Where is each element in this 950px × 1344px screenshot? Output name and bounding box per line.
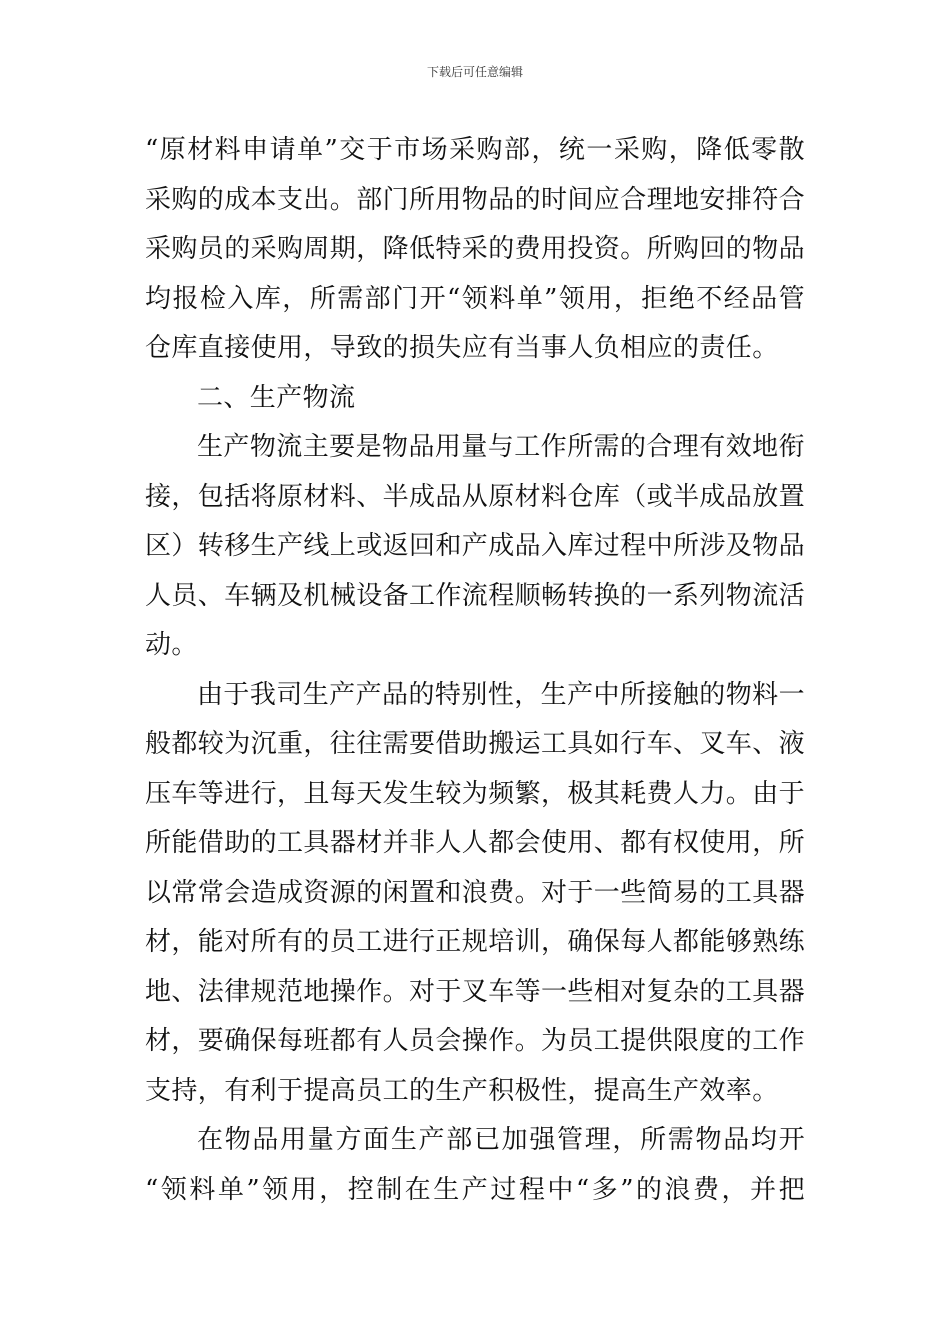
paragraph-line: 所能借助的工具器材并非人人都会使用、都有权使用，所 (145, 828, 806, 858)
paragraph-line: 在物品用量方面生产部已加强管理，所需物品均开 (197, 1125, 805, 1155)
paragraph-line: 人员、车辆及机械设备工作流程顺畅转换的一系列物流活 (145, 580, 806, 611)
paragraph-line: 采购员的采购周期，降低特采的费用投资。所购回的物品 (145, 234, 806, 264)
paragraph-line: 以常常会造成资源的闲置和浪费。对于一些简易的工具器 (145, 877, 806, 908)
paragraph-line: 般都较为沉重，往往需要借助搬运工具如行车、叉车、液 (145, 729, 806, 759)
paragraph-line: 支持，有利于提高员工的生产积极性，提高生产效率。 (145, 1075, 779, 1106)
paragraph-line: 材，要确保每班都有人员会操作。为员工提供限度的工作 (145, 1026, 806, 1056)
paragraph-line: 地、法律规范地操作。对于叉车等一些相对复杂的工具器 (145, 976, 806, 1007)
page-header: 下载后可任意编辑 (426, 65, 523, 79)
paragraph-line: “原材料申请单”交于市场采购部，统一采购，降低零散 (145, 135, 805, 165)
paragraph-line: 生产物流主要是物品用量与工作所需的合理有效地衔 (197, 432, 805, 462)
paragraph-line: 动。 (145, 630, 198, 660)
paragraph-line: 区）转移生产线上或返回和产成品入库过程中所涉及物品 (145, 531, 806, 561)
paragraph-line: 由于我司生产产品的特别性，生产中所接触的物料一 (197, 679, 805, 710)
paragraph-line: 接，包括将原材料、半成品从原材料仓库（或半成品放置 (145, 481, 806, 512)
paragraph-line: 均报检入库，所需部门开“领料单”领用，拒绝不经品管 (145, 283, 805, 314)
paragraph-line: 采购的成本支出。部门所用物品的时间应合理地安排符合 (145, 184, 806, 215)
paragraph-line: 压车等进行，且每天发生较为频繁，极其耗费人力。由于 (145, 778, 806, 809)
paragraph-line: 仓库直接使用，导致的损失应有当事人负相应的责任。 (145, 333, 779, 363)
section-heading: 二、生产物流 (197, 382, 356, 413)
paragraph-line: 材，能对所有的员工进行正规培训，确保每人都能够熟练 (145, 927, 806, 957)
document-body (145, 126, 805, 1215)
paragraph-line: “领料单”领用，控制在生产过程中“多”的浪费，并把 (145, 1174, 805, 1205)
